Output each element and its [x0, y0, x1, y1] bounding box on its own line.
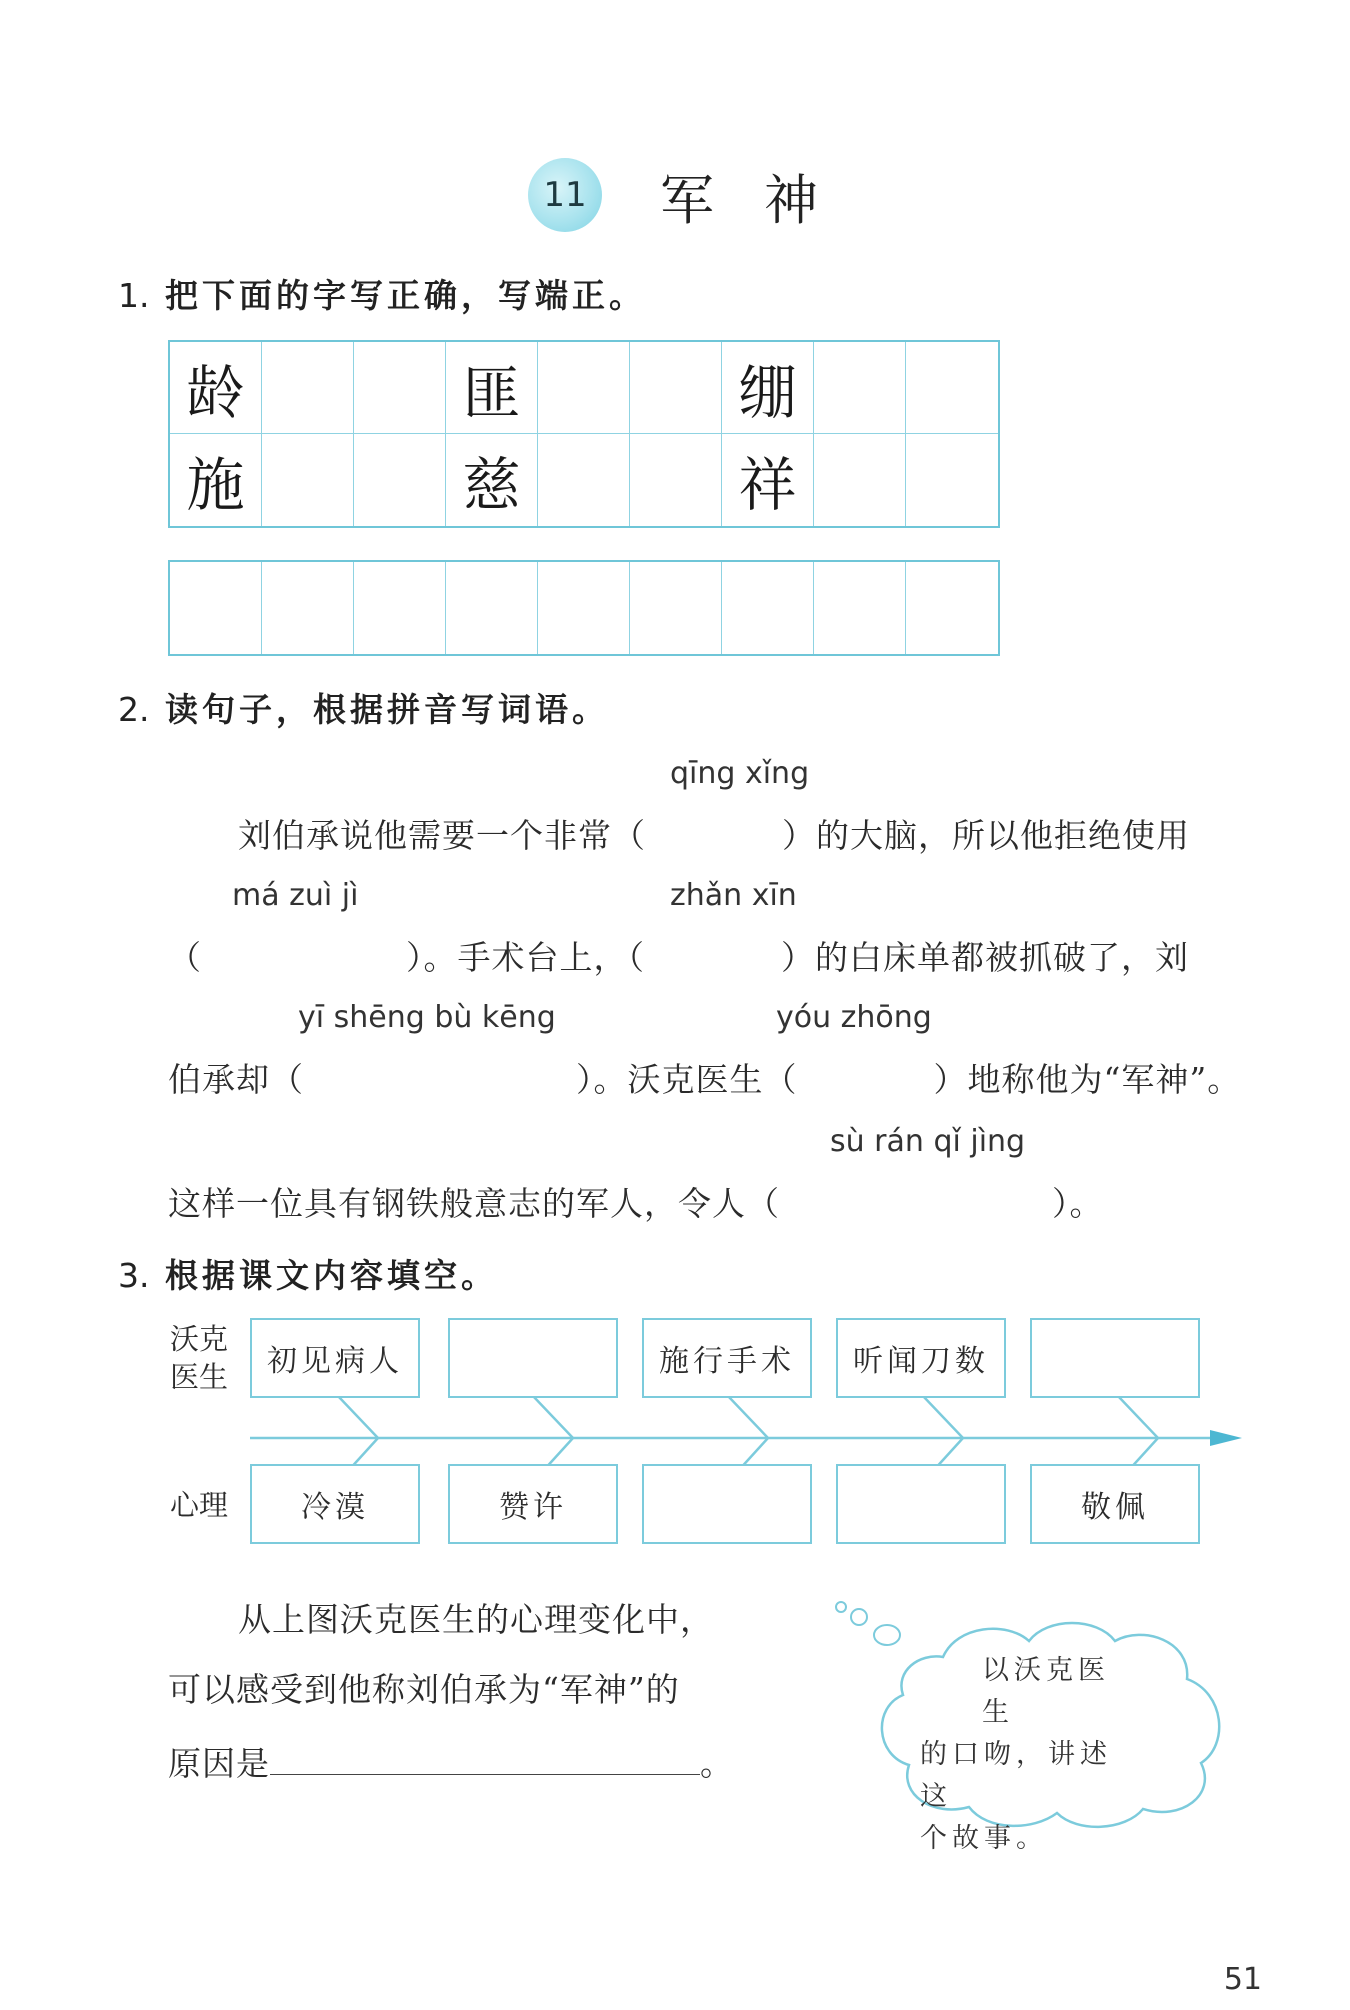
- section2-heading-text: 读句子，根据拼音写词语。: [165, 690, 609, 729]
- blank-cell[interactable]: [538, 562, 630, 654]
- lesson-title: 军神: [660, 169, 868, 232]
- mind-box-5: 敬佩: [1030, 1464, 1200, 1544]
- pinyin-su-ran-qi-jing: sù rán qǐ jìng: [830, 1124, 1026, 1159]
- pinyin-yi-sheng-bu-keng: yī shēng bù kēng: [298, 1000, 556, 1035]
- doctor-box-2[interactable]: [448, 1318, 618, 1398]
- grid-cell[interactable]: [262, 434, 354, 526]
- question-end-mark: 。: [700, 1744, 734, 1783]
- passage-line-2: （ ）。手术台上，（ ）的白床单都被抓破了，刘: [168, 938, 1189, 977]
- blank-cell[interactable]: [354, 562, 446, 654]
- doctor-box-3: 施行手术: [642, 1318, 812, 1398]
- grid-cell[interactable]: [906, 434, 998, 526]
- blank-cell[interactable]: [446, 562, 538, 654]
- pinyin-zhan-xin: zhǎn xīn: [670, 878, 797, 913]
- passage-line-4: 这样一位具有钢铁般意志的军人，令人（ ）。: [168, 1184, 1104, 1223]
- passage-line-3: 伯承却（ ）。沃克医生（ ）地称他为“军神”。: [168, 1060, 1242, 1099]
- mind-label: 心理: [170, 1488, 229, 1522]
- blank-cell[interactable]: [262, 562, 354, 654]
- blank-cell[interactable]: [170, 562, 262, 654]
- mind-box-2: 赞许: [448, 1464, 618, 1544]
- grid-cell[interactable]: [814, 434, 906, 526]
- mind-box-4[interactable]: [836, 1464, 1006, 1544]
- grid-cell[interactable]: [262, 342, 354, 434]
- section3-heading: [118, 1250, 498, 1297]
- pinyin-ma-zui-ji: má zuì jì: [232, 878, 359, 913]
- pinyin-you-zhong: yóu zhōng: [776, 1000, 932, 1035]
- question-line-3: [168, 1738, 734, 1785]
- doctor-box-4: 听闻刀数: [836, 1318, 1006, 1398]
- grid-cell[interactable]: [538, 434, 630, 526]
- section3-heading-text: 根据课文内容填空。: [165, 1256, 498, 1295]
- mind-box-1: 冷漠: [250, 1464, 420, 1544]
- doctor-label-line-1: 沃克: [170, 1322, 229, 1356]
- section2-heading: [118, 684, 609, 731]
- blank-cell[interactable]: [630, 562, 722, 654]
- cloud-text-1: 以沃克医生: [982, 1655, 1110, 1728]
- doctor-label-line-2: 医生: [170, 1360, 229, 1394]
- blank-cell[interactable]: [814, 562, 906, 654]
- section1-number: 1.: [118, 276, 150, 315]
- section1-heading-text: 把下面的字写正确，写端正。: [165, 276, 646, 315]
- answer-blank[interactable]: [270, 1744, 700, 1775]
- grid-cell[interactable]: [630, 342, 722, 434]
- grid-cell: 匪: [446, 342, 538, 434]
- grid-cell[interactable]: [354, 434, 446, 526]
- blank-writing-grid: [168, 560, 1000, 656]
- doctor-label: [170, 1320, 228, 1396]
- section3-number: 3.: [118, 1256, 150, 1295]
- grid-cell[interactable]: [538, 342, 630, 434]
- grid-cell: 龄: [170, 342, 262, 434]
- doctor-box-5[interactable]: [1030, 1318, 1200, 1398]
- passage-line-1: 刘伯承说他需要一个非常（ ）的大脑，所以他拒绝使用: [238, 816, 1190, 855]
- grid-cell: 施: [170, 434, 262, 526]
- pinyin-qing-xing: qīng xǐng: [670, 756, 810, 791]
- doctor-box-1: 初见病人: [250, 1318, 420, 1398]
- grid-cell: 绷: [722, 342, 814, 434]
- section1-heading: [118, 270, 646, 317]
- mind-box-3[interactable]: [642, 1464, 812, 1544]
- section2-number: 2.: [118, 690, 150, 729]
- blank-cell[interactable]: [722, 562, 814, 654]
- grid-cell: 祥: [722, 434, 814, 526]
- cloud-line-1: [920, 1650, 1140, 1860]
- lesson-number: 11: [543, 175, 587, 215]
- grid-cell: 慈: [446, 434, 538, 526]
- grid-cell[interactable]: [814, 342, 906, 434]
- question-line-3-text: 原因是: [168, 1744, 270, 1783]
- page-number: 51: [1223, 1962, 1262, 1997]
- cloud-text-3: 个故事。: [920, 1823, 1048, 1854]
- grid-cell[interactable]: [354, 342, 446, 434]
- blank-cell[interactable]: [906, 562, 998, 654]
- grid-cell[interactable]: [906, 342, 998, 434]
- character-practice-grid: [168, 340, 1000, 528]
- cloud-text-2: 的口吻，讲述这: [920, 1739, 1112, 1812]
- question-line-1: 从上图沃克医生的心理变化中，: [238, 1600, 714, 1639]
- question-line-2: 可以感受到他称刘伯承为“军神”的: [168, 1670, 680, 1709]
- grid-cell[interactable]: [630, 434, 722, 526]
